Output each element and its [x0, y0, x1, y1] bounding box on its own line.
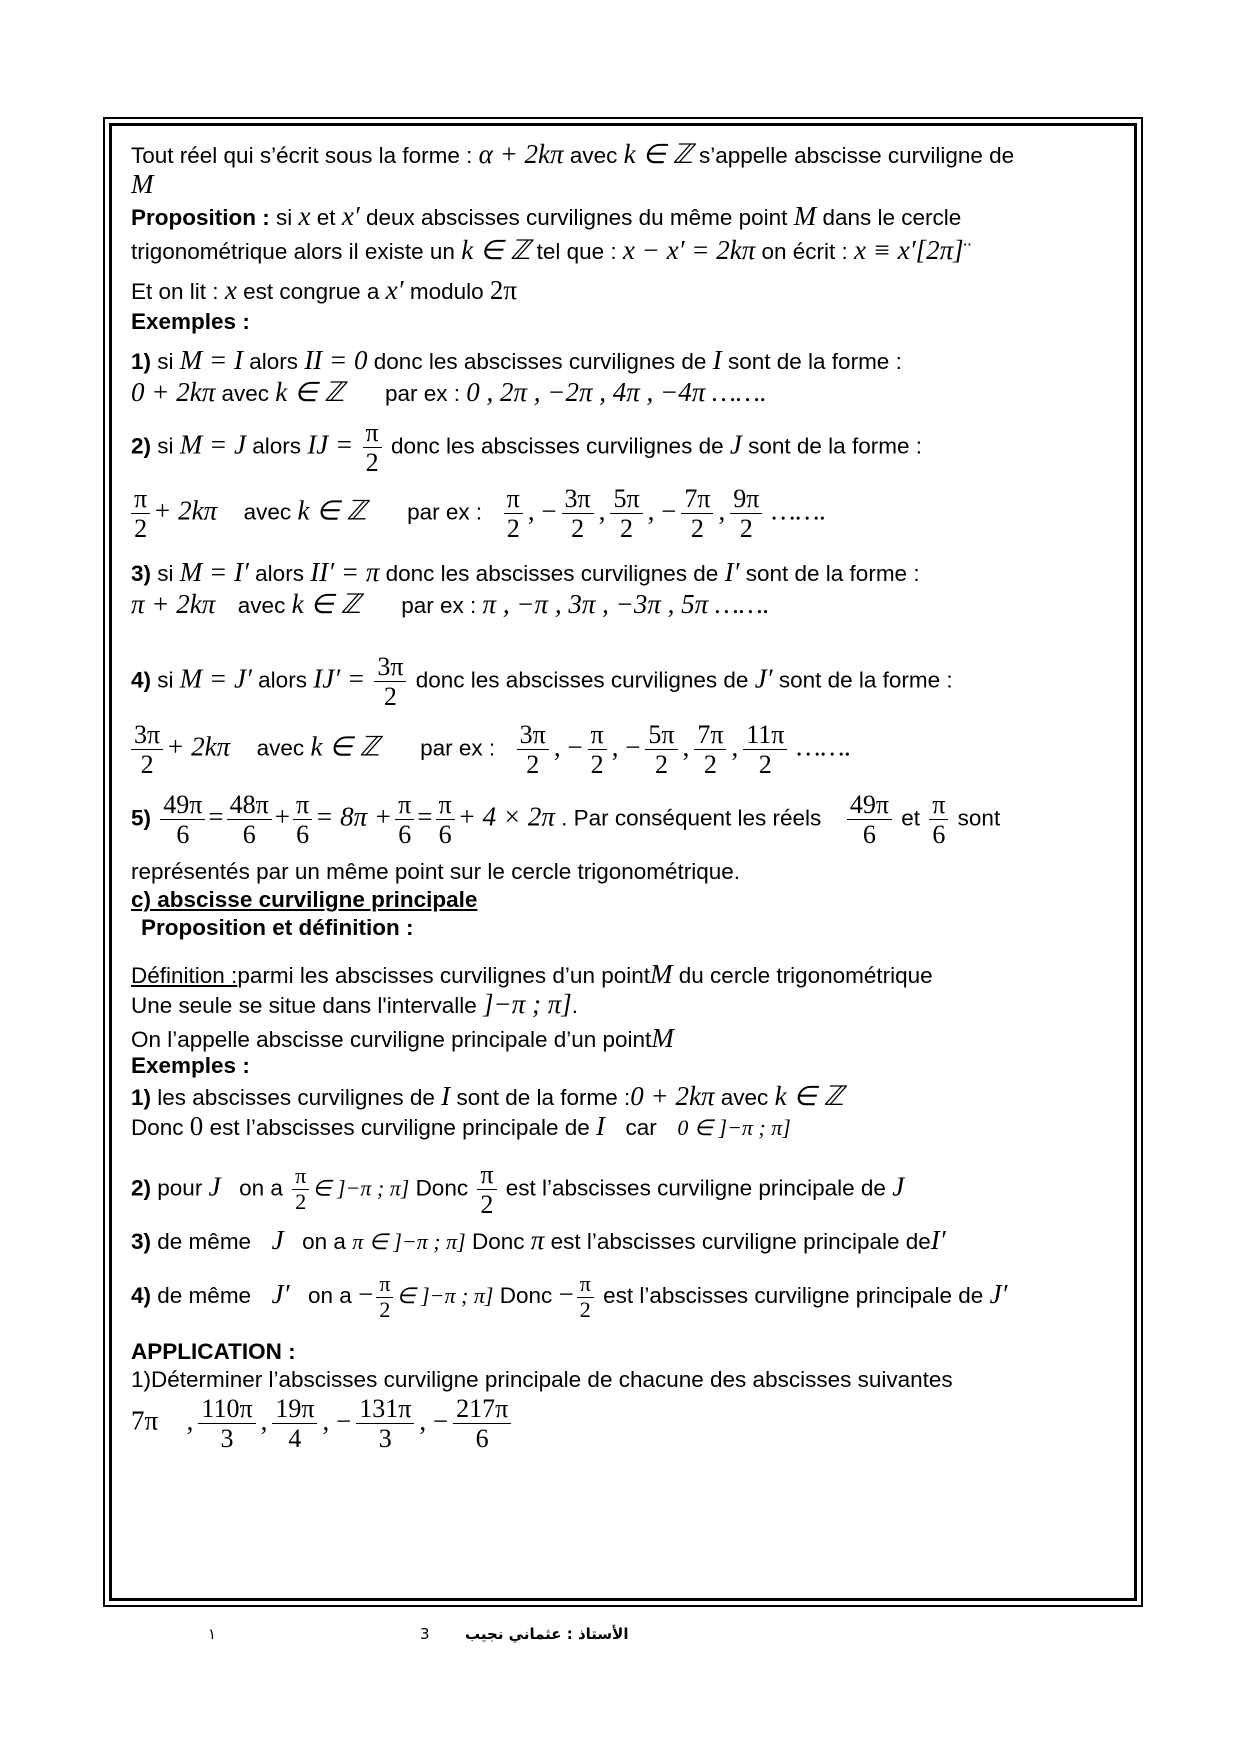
example-4-line-1: 4) si M = J′ alors IJ′ = $\frac{3\pi}{2}$ donc les abscisses curvilignes de J′ sont de la forme :: [131, 652, 953, 712]
fraction: $\frac{9\pi}{2}$: [730, 484, 762, 543]
exemples-heading: Exemples :: [131, 309, 250, 334]
fraction: $\frac{\pi}{2}$: [131, 484, 150, 543]
fraction: $\frac{3\pi}{2}$: [562, 484, 594, 543]
fraction: $\frac{49\pi}{6}$: [847, 790, 892, 849]
separator: , −: [647, 495, 677, 526]
fraction: $\frac{\pi}{2}$: [504, 484, 523, 543]
fraction: $\frac{\pi}{2}$: [376, 1272, 393, 1322]
definition-line-3: On l’appelle abscisse curviligne principale d’un pointM: [131, 1023, 674, 1053]
footer: [0, 1625, 1240, 1655]
definition-line-1: Définition :parmi les abscisses curvilignes d’un pointM du cercle trigonométrique: [131, 959, 933, 989]
example-2-line-1: 2) si M = J alors IJ = $\frac{\pi}{2}$ donc les abscisses curvilignes de J sont de la forme :: [131, 418, 922, 478]
proposition-line-1: Proposition : si x et x′ deux abscisses curvilignes du même point M dans le cercle: [131, 201, 962, 231]
fraction: $\frac{\pi}{2}$: [292, 1164, 309, 1214]
footer-page-number: 3: [420, 1625, 430, 1643]
footer-left-mark: ١: [208, 1625, 217, 1643]
example-3-line-1: 3) si M = I′ alors II′ = π donc les abscisses curvilignes de I′ sont de la forme :: [131, 557, 920, 587]
section-c-title: c) abscisse curviligne principale: [131, 887, 478, 912]
ex2-2-line: 2) pour J on a $\frac{\pi}{2}$ ∈ ]−π ; π] Donc $\frac{\pi}{2}$ est l’abscisses curviligne principale de J: [131, 1160, 905, 1220]
example-2-line-2: $\frac{\pi}{2}$ + 2kπ avec k ∈ ℤ par ex : $\frac{\pi}{2}$ , − $\frac{3\pi}{2}$ , $\frac{5\pi}{2}$ , − $\frac{7\pi}{2}$ , $\frac{9\pi}{2}$ …….: [131, 484, 1121, 554]
fraction: $\frac{217\pi}{6}$: [453, 1394, 511, 1453]
section-c-proposition: Proposition et définition :: [141, 915, 414, 940]
example-5-line-2: représentés par un même point sur le cercle trigonométrique.: [131, 859, 741, 884]
fraction: $\frac{48\pi}{6}$: [227, 790, 272, 849]
fraction: $\frac{\pi}{6}$: [436, 790, 455, 849]
example-3-line-2: π + 2kπ avec k ∈ ℤ par ex : π , −π , 3π , −3π , 5π …….: [131, 589, 770, 619]
fraction: $\frac{5\pi}{2}$: [610, 484, 642, 543]
application-question-1: 1)Déterminer l’abscisses curviligne principale de chacune des abscisses suivantes: [131, 1367, 953, 1392]
fraction: $\frac{7\pi}{2}$: [681, 484, 713, 543]
fraction: $\frac{7\pi}{2}$: [694, 720, 726, 779]
fraction: $\frac{\pi}{2}$: [588, 720, 607, 779]
fraction: $\frac{49\pi}{6}$: [160, 790, 205, 849]
example-5-line-1: 5) $\frac{49\pi}{6}$ = $\frac{48\pi}{6}$ + $\frac{\pi}{6}$ = 8π + $\frac{\pi}{6}$ = $\frac{\pi}{6}$ + 4 × 2π . Par conséquent les réels $\frac{49\pi}{6}$ et $\frac{\pi}{6}$ sont: [131, 790, 1001, 850]
definition-line-2: Une seule se situe dans l'intervalle ]−π ; π].: [131, 989, 579, 1019]
separator: ,: [682, 731, 690, 762]
application-values: 7π , $\frac{110\pi}{3}$ , $\frac{19\pi}{4}$ , − $\frac{131\pi}{3}$ , − $\frac{217\pi}{6}$: [131, 1394, 1121, 1464]
example-4-line-2: $\frac{3\pi}{2}$ + 2kπ avec k ∈ ℤ par ex : $\frac{3\pi}{2}$ , − $\frac{\pi}{2}$ , − $\frac{5\pi}{2}$ , $\frac{7\pi}{2}$ , $\frac{11\pi}{2}$ …….: [131, 720, 1121, 790]
fraction: $\frac{110\pi}{3}$: [198, 1394, 255, 1453]
fraction: $\frac{\pi}{2}$: [577, 1272, 594, 1322]
fraction: $\frac{3\pi}{2}$: [131, 720, 163, 779]
separator: ,: [186, 1405, 194, 1436]
fraction: $\frac{5\pi}{2}$: [645, 720, 677, 779]
separator: , −: [527, 495, 557, 526]
separator: , −: [419, 1405, 449, 1436]
separator: ,: [598, 495, 606, 526]
proposition-line-3: Et on lit : x est congrue a x′ modulo 2π: [131, 275, 518, 305]
ex2-3-line: 3) de même J on a π ∈ ]−π ; π] Donc π est l’abscisses curviligne principale deI′: [131, 1225, 946, 1255]
proposition-line-2: trigonométrique alors il existe un k ∈ ℤ tel que : x − x′ = 2kπ on écrit : x ≡ x′[2π]¨: [131, 235, 972, 265]
fraction: $\frac{19\pi}{4}$: [272, 1394, 317, 1453]
fraction: $\frac{3\pi}{2}$: [374, 652, 406, 711]
fraction: $\frac{\pi}{6}$: [395, 790, 414, 849]
ex2-1-line-2: Donc 0 est l’abscisses curviligne principale de I car 0 ∈ ]−π ; π]: [131, 1111, 791, 1141]
fraction: $\frac{\pi}{2}$: [477, 1160, 496, 1219]
document-body: [131, 138, 1121, 1464]
intro-line-1: Tout réel qui s’écrit sous la forme : α + 2kπ avec k ∈ ℤ s’appelle abscisse curviligne de: [131, 139, 1015, 169]
ex2-4-line: 4) de même J′ on a − $\frac{\pi}{2}$ ∈ ]−π ; π] Donc − $\frac{\pi}{2}$ est l’abscisses curviligne principale de J′: [131, 1271, 1008, 1322]
example-4-series: [514, 720, 791, 780]
separator: , −: [553, 731, 583, 762]
application-heading: APPLICATION :: [131, 1339, 296, 1364]
fraction: $\frac{\pi}{6}$: [929, 790, 948, 849]
example-2-series: [501, 484, 766, 544]
ex2-1-line-1: 1) les abscisses curvilignes de I sont de la forme :0 + 2kπ avec k ∈ ℤ: [131, 1081, 844, 1111]
separator: ,: [731, 731, 739, 762]
footer-author: الأستاذ : عثماني نجيب: [465, 1625, 629, 1643]
separator: ,: [260, 1405, 268, 1436]
intro-line-2: M: [131, 169, 154, 199]
separator: ,: [718, 495, 726, 526]
example-1-line-1: 1) si M = I alors II = 0 donc les abscisses curvilignes de I sont de la forme :: [131, 345, 902, 375]
fraction: $\frac{\pi}{2}$: [363, 418, 382, 477]
separator: , −: [322, 1405, 352, 1436]
fraction: $\frac{\pi}{6}$: [293, 790, 312, 849]
fraction: $\frac{131\pi}{3}$: [356, 1394, 414, 1453]
exemples2-heading: Exemples :: [131, 1053, 250, 1078]
separator: , −: [611, 731, 641, 762]
fraction: $\frac{3\pi}{2}$: [517, 720, 549, 779]
fraction: $\frac{11\pi}{2}$: [743, 720, 787, 779]
example-1-line-2: 0 + 2kπ avec k ∈ ℤ par ex : 0 , 2π , −2π , 4π , −4π …….: [131, 377, 767, 407]
